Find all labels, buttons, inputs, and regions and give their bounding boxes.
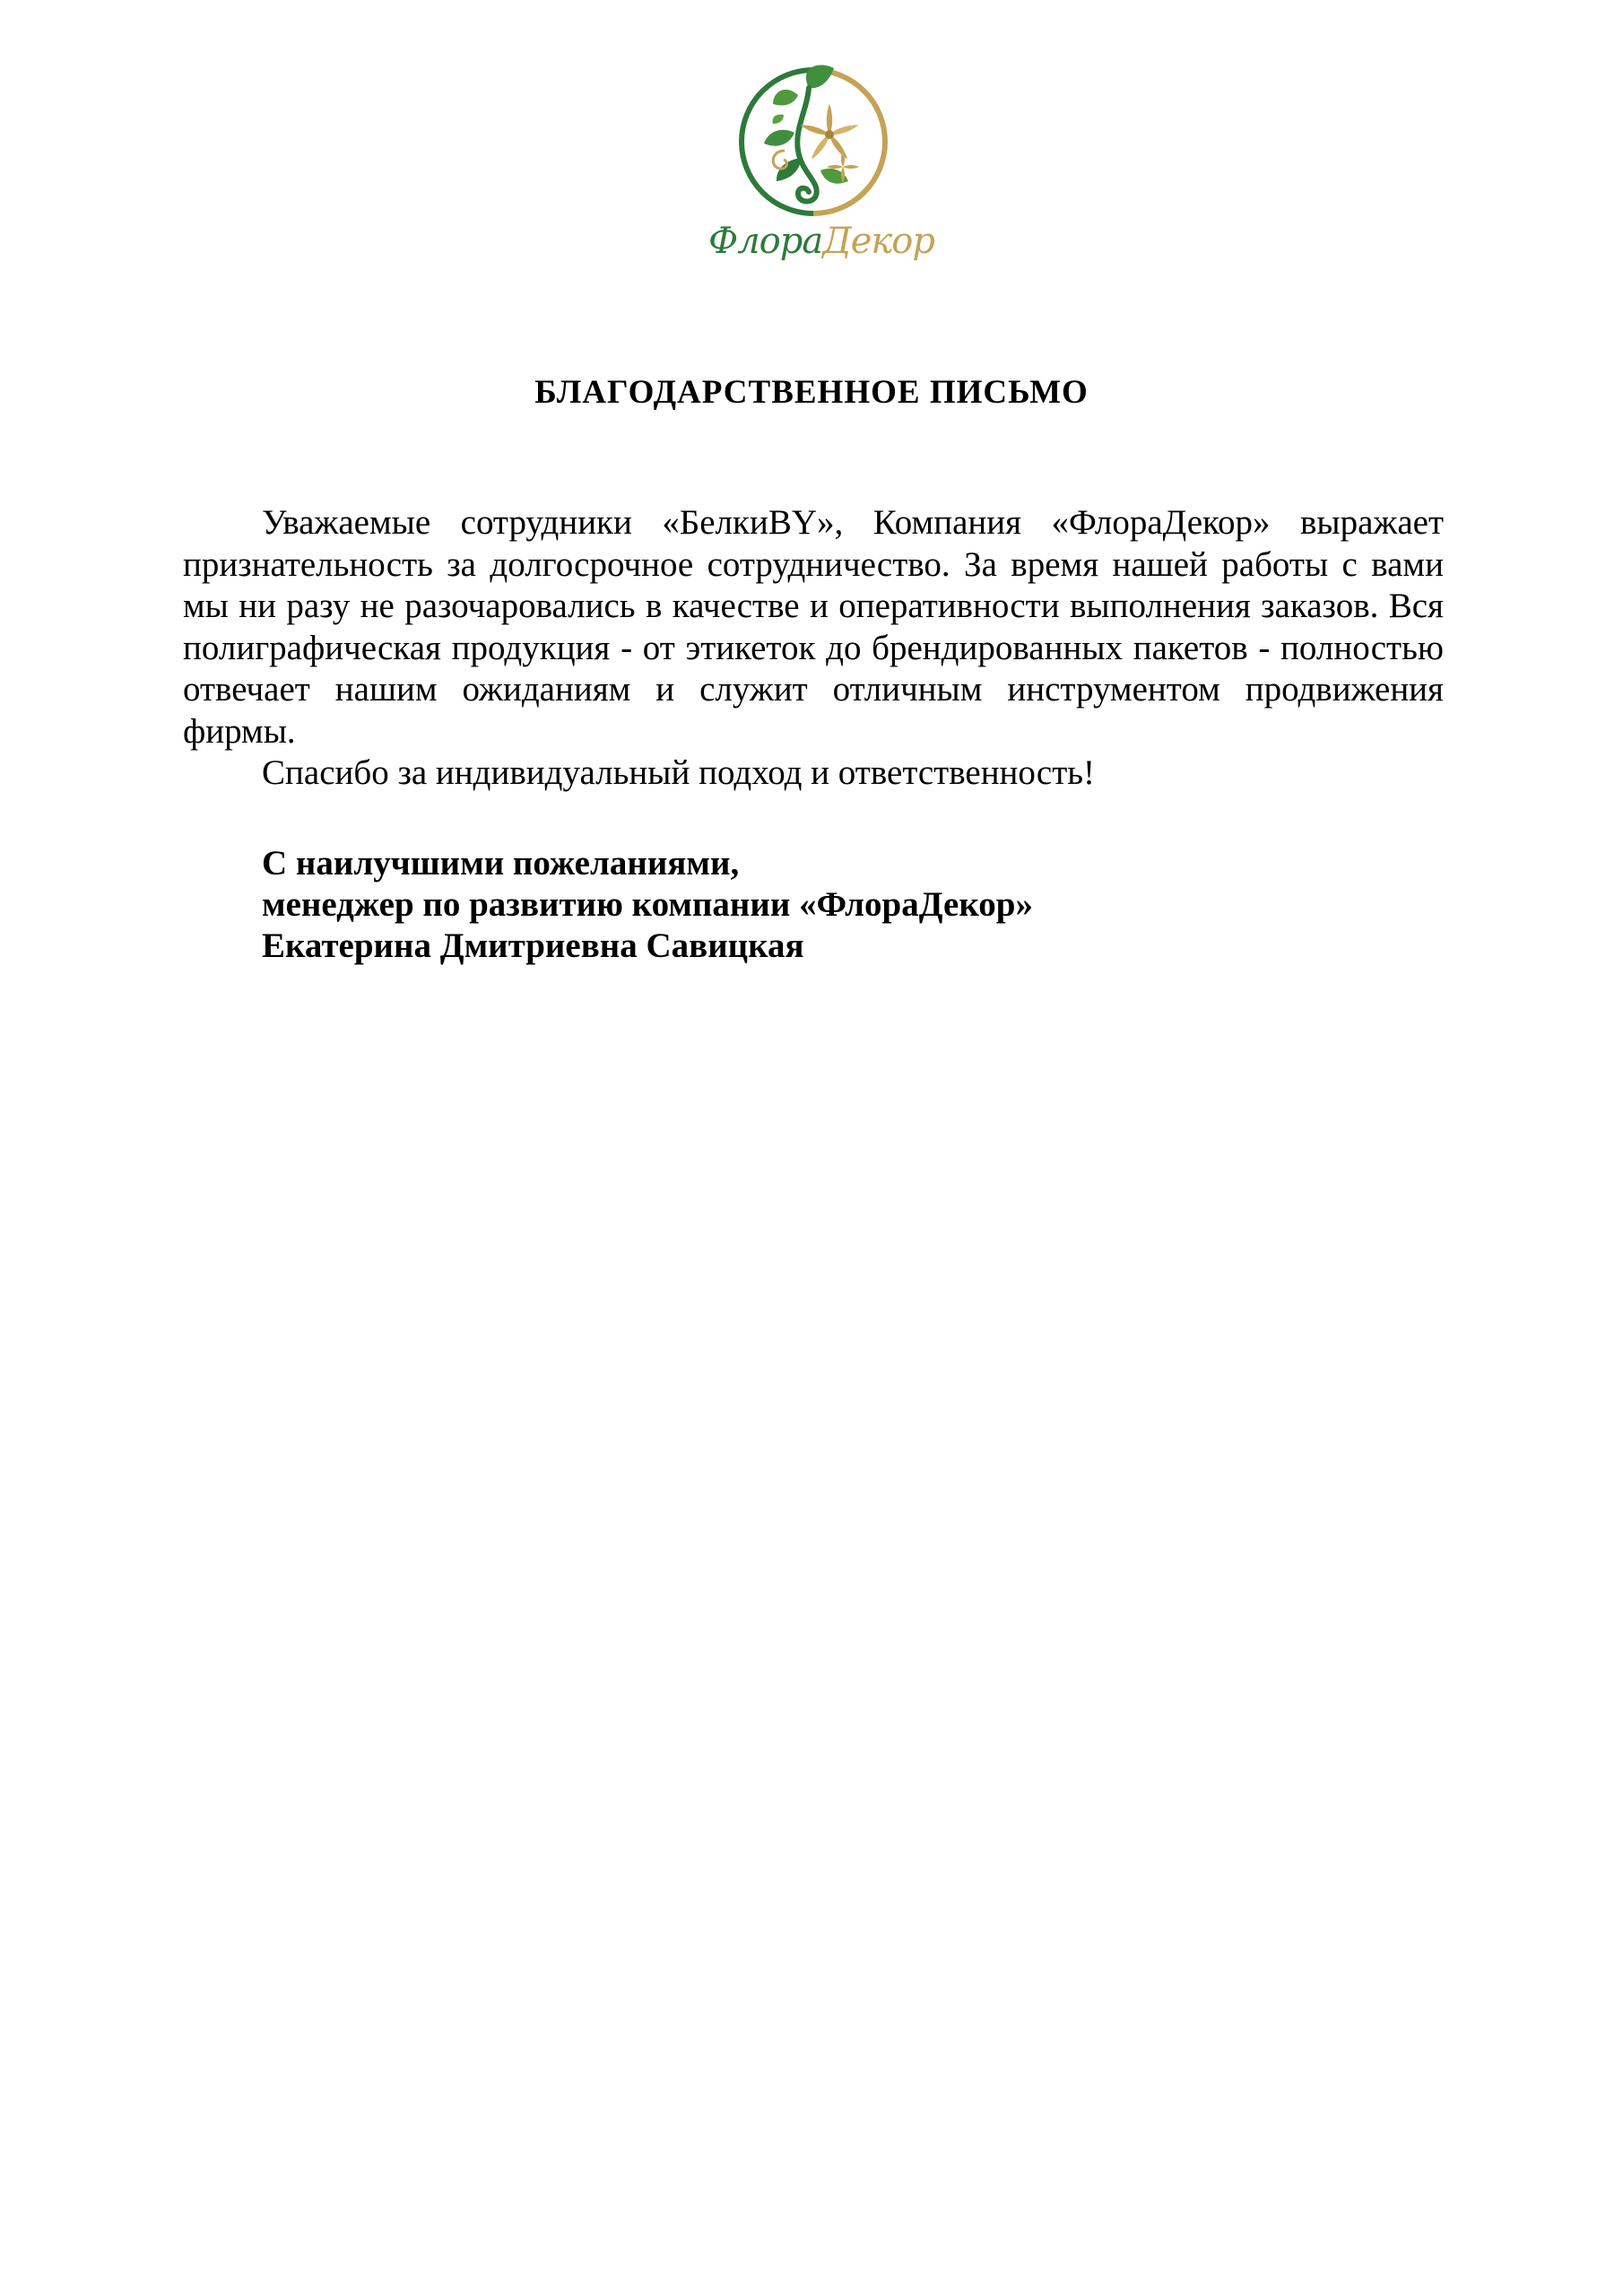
logo-wordmark-flora: Флора — [708, 221, 823, 262]
signature-position: менеджер по развитию компании «ФлораДекор» — [262, 885, 1033, 924]
letter-body — [183, 502, 1444, 795]
logo-wordmark — [708, 221, 934, 262]
signature-block — [262, 843, 1033, 967]
flower-emblem-icon — [708, 61, 915, 218]
logo-wordmark-dekor: Декор — [822, 221, 934, 262]
letter-paragraph-1: Уважаемые сотрудники «БелкиBY», Компания «ФлораДекор» выражает признательность за долгосрочное сотрудничество. За время нашей работы с вами мы ни разу не разочаровались в качестве и оперативности выполнения заказов. Вся полиграфическая продукция - от этикеток до брендированных пакетов - полностью отвечает нашим ожиданиям и служит отличным инструментом продвижения фирмы. — [183, 503, 1444, 751]
letter-title: БЛАГОДАРСТВЕННОЕ ПИСЬМО — [534, 374, 1089, 411]
signature-name: Екатерина Дмитриевна Савицкая — [262, 926, 804, 965]
letter-paragraph-2: Спасибо за индивидуальный подход и ответственность! — [262, 753, 1096, 792]
signature-closing: С наилучшими пожеланиями, — [262, 844, 740, 883]
company-logo — [708, 61, 934, 285]
